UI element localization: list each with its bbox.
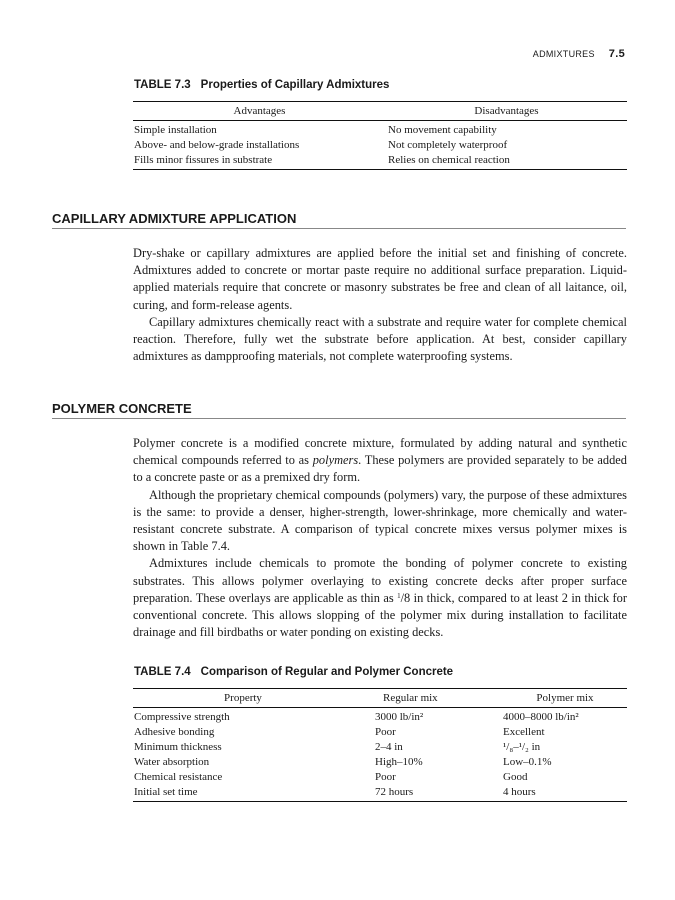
table-cell: ¹/₈–¹/₂ in — [503, 741, 541, 753]
table-number: TABLE 7.3 — [134, 79, 191, 91]
paragraph: Although the proprietary chemical compounds (polymers) vary, the purpose of these admixtures is the same: to provide a denser, higher-strength, lower-shrinkage, more chemically and water-resistant concrete substrate. A comparison of typical concrete mixes versus polymer mixes is shown in Table 7.4. — [133, 487, 627, 554]
table-row — [133, 121, 627, 139]
paragraph: Polymer concrete is a modified concrete mixture, formulated by adding natural and synthetic chemical compounds referred to as polymers. These polymers are provided separately to be added to a concrete paste or as a premixed dry form. — [133, 436, 627, 485]
table-cell: Poor — [375, 771, 396, 783]
section-heading-capillary: CAPILLARY ADMIXTURE APPLICATION — [52, 211, 626, 229]
table-header: Disadvantages — [386, 102, 627, 121]
table-row — [133, 153, 627, 170]
table-cell: Water absorption — [134, 756, 210, 768]
term-polymers: polymers — [312, 453, 359, 468]
table-cell: Adhesive bonding — [134, 726, 215, 738]
section-heading-polymer: POLYMER CONCRETE — [52, 401, 626, 419]
table-header: Property — [133, 689, 353, 708]
table-header: Advantages — [133, 102, 386, 121]
table-cell: Simple installation — [134, 124, 217, 136]
table-cell: Excellent — [503, 726, 545, 738]
table-row — [133, 770, 627, 785]
table-cell: Poor — [375, 726, 396, 738]
table-row — [133, 755, 627, 770]
section-body-capillary — [133, 245, 627, 365]
table-7-4-caption — [134, 666, 453, 678]
table-title: Properties of Capillary Admixtures — [200, 79, 390, 91]
table-cell: Compressive strength — [134, 711, 230, 723]
table-7-3-caption — [134, 79, 389, 91]
table-row — [133, 708, 627, 726]
table-header: Polymer mix — [503, 689, 627, 708]
paragraph: Dry-shake or capillary admixtures are applied before the initial set and finishing of concrete. Admixtures added to concrete or mortar paste require no additional surface preparation. Liquid-applied materials require that concrete or masonry substrates be free and clean of all laitance, oil, curing, and form-release agents. — [133, 246, 627, 312]
table-cell: Chemical resistance — [134, 771, 223, 783]
table-7-3 — [133, 101, 627, 170]
table-cell: Good — [503, 771, 528, 783]
table-cell: Minimum thickness — [134, 741, 222, 753]
table-number: TABLE 7.4 — [134, 666, 191, 678]
table-row — [133, 725, 627, 740]
table-cell: Relies on chemical reaction — [388, 154, 510, 166]
page-number: 7.5 — [608, 48, 625, 60]
table-cell: 3000 lb/in² — [375, 711, 424, 723]
table-header: Regular mix — [353, 689, 503, 708]
table-cell: Initial set time — [134, 786, 198, 798]
table-cell: 72 hours — [375, 786, 414, 798]
table-row — [133, 785, 627, 802]
table-cell: No movement capability — [388, 124, 497, 136]
table-row — [133, 740, 627, 755]
table-cell: 4 hours — [503, 786, 536, 798]
table-row — [133, 138, 627, 153]
table-cell: Low–0.1% — [503, 756, 552, 768]
table-cell: Above- and below-grade installations — [134, 139, 300, 151]
paragraph: Admixtures include chemicals to promote the bonding of polymer concrete to existing substrates. This allows polymer overlaying to existing concrete decks after proper surface preparation. These overlays are applicable as thin as $^1$/8 in thick, compared to at least 2 in thick for conventional concrete. This allows slopping of the polymer mix during installation to facilitate drainage and fill birdbaths or water ponding on existing decks. — [133, 556, 627, 640]
paragraph: Capillary admixtures chemically react with a substrate and require water for complete chemical reaction. Therefore, fully wet the substrate before application. At best, consider capillary admixtures as dampproofing materials, not complete waterproofing systems. — [133, 314, 627, 364]
table-7-4 — [133, 688, 627, 802]
table-cell: High–10% — [375, 756, 423, 768]
table-title: Comparison of Regular and Polymer Concrete — [200, 666, 454, 678]
table-cell: 4000–8000 lb/in² — [503, 711, 579, 723]
section-body-polymer — [133, 435, 627, 641]
running-head-title: ADMIXTURES — [532, 49, 595, 59]
table-cell: 2–4 in — [375, 741, 403, 753]
table-cell: Not completely waterproof — [388, 139, 508, 151]
running-head — [533, 48, 625, 60]
table-cell: Fills minor fissures in substrate — [134, 154, 273, 166]
